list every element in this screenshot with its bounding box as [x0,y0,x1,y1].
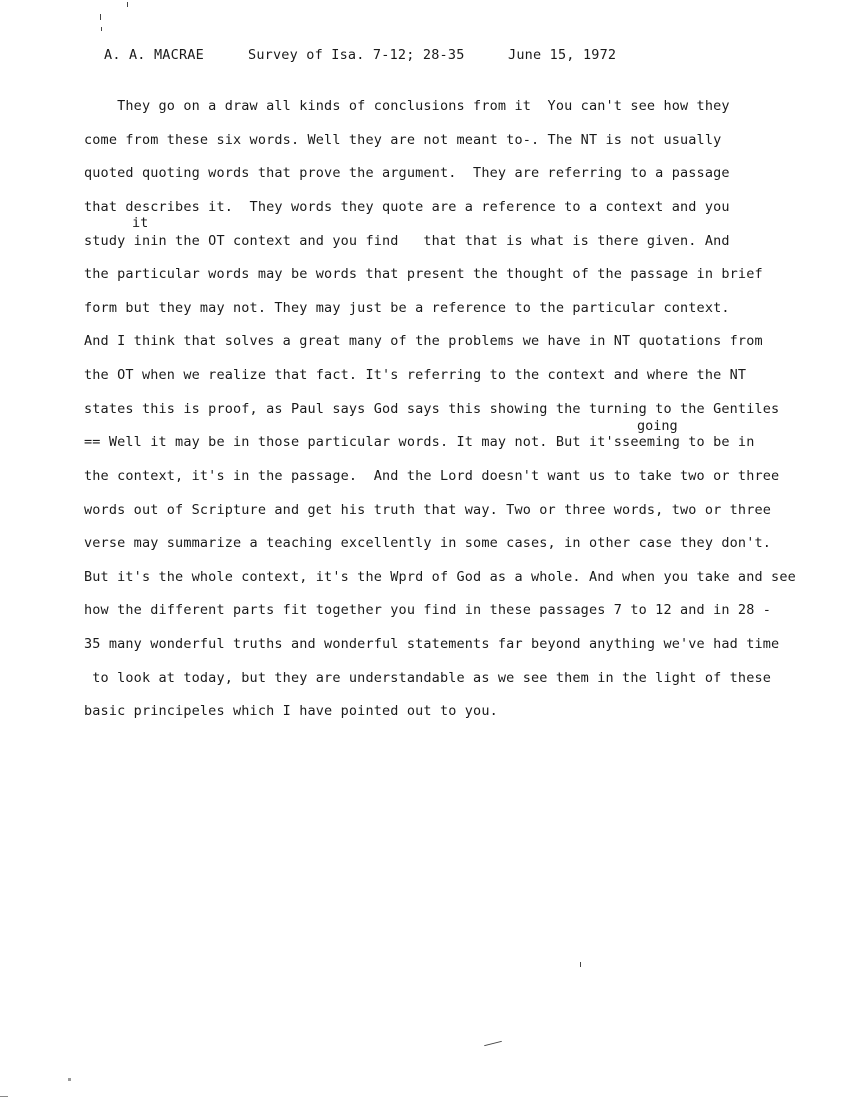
text-line: study inin the OT context and you find that that is what is there given. And [84,233,730,249]
text-line: 35 many wonderful truths and wonderful statements far beyond anything we've had time [84,636,780,652]
scan-speck [101,27,102,31]
scan-speck [0,1096,8,1097]
scan-speck [580,962,581,967]
text-line: come from these six words. Well they are not meant to-. The NT is not usually [84,132,722,148]
text-line: form but they may not. They may just be a reference to the particular context. [84,300,730,316]
scan-speck [68,1078,71,1081]
scan-speck [484,1041,502,1046]
scan-speck [100,14,101,20]
text-line: states this is proof, as Paul says God says this showing the turning to the Gentiles [84,401,780,417]
text-line: And I think that solves a great many of the problems we have in NT quotations from [84,333,763,349]
author-name: A. A. MACRAE [104,47,204,63]
interlinear-insertion: it [132,215,149,231]
text-line: verse may summarize a teaching excellently in some cases, in other case they don't. [84,535,772,551]
document-date: June 15, 1972 [508,47,617,63]
text-line: the context, it's in the passage. And the Lord doesn't want us to take two or three [84,468,780,484]
text-line: words out of Scripture and get his truth that way. Two or three words, two or three [84,502,772,518]
text-line: == Well it may be in those particular words. It may not. But it'sseeming to be in [84,434,755,450]
text-line: the particular words may be words that present the thought of the passage in brief [84,266,763,282]
text-line: basic principeles which I have pointed out to you. [84,703,498,719]
text-line: quoted quoting words that prove the argument. They are referring to a passage [84,165,730,181]
text-line: But it's the whole context, it's the Wprd of God as a whole. And when you take and see [84,569,796,585]
scan-speck [127,2,128,7]
text-line: They go on a draw all kinds of conclusions from it You can't see how they [84,98,730,114]
course-title: Survey of Isa. 7-12; 28-35 [248,47,465,63]
interlinear-insertion: going [637,418,678,434]
text-line: the OT when we realize that fact. It's referring to the context and where the NT [84,367,747,383]
text-line: how the different parts fit together you find in these passages 7 to 12 and in 28 - [84,602,772,618]
text-line: that describes it. They words they quote are a reference to a context and you [84,199,730,215]
text-line: to look at today, but they are understandable as we see them in the light of these [84,670,772,686]
